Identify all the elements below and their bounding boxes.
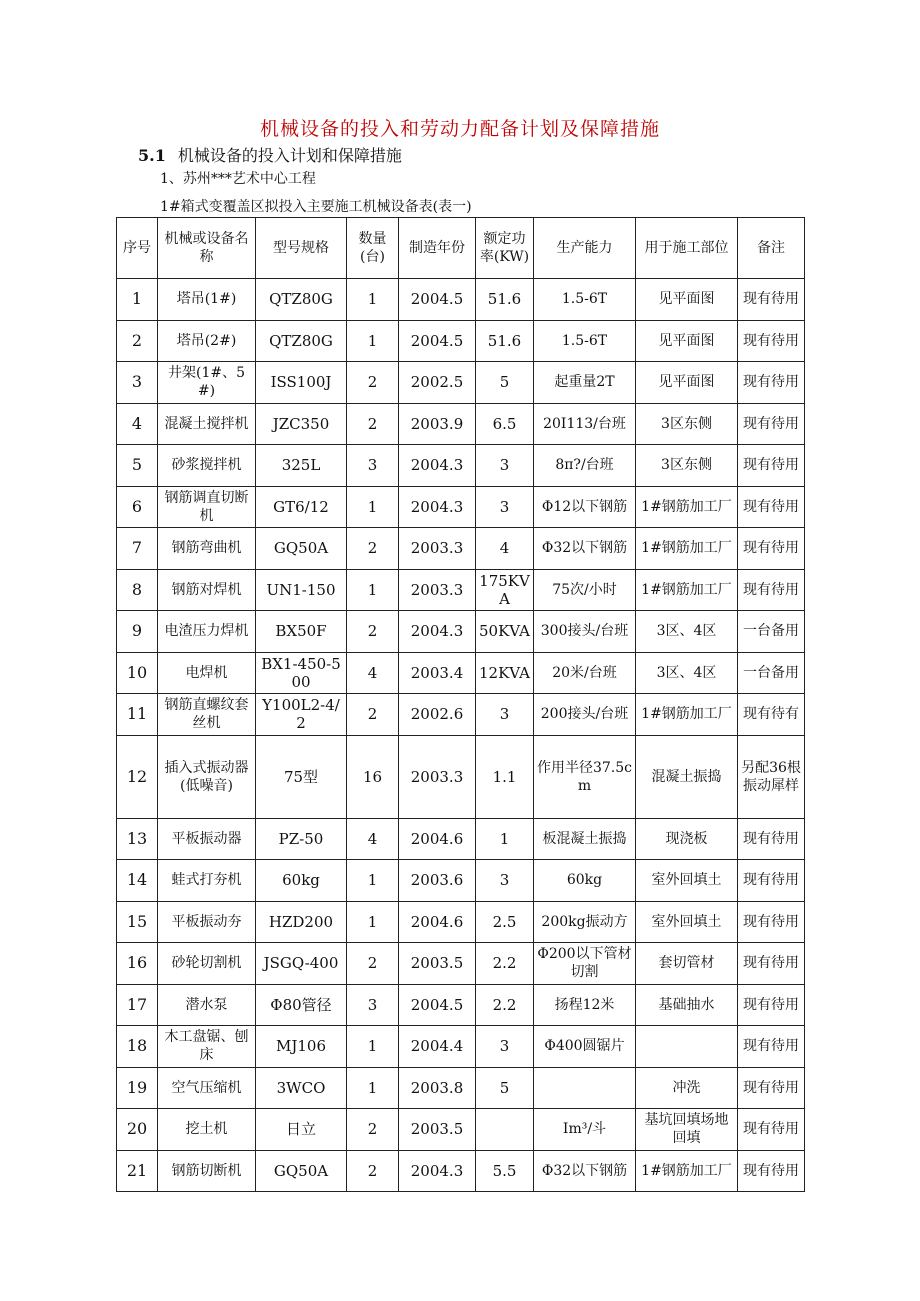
cell-power: 5	[476, 362, 534, 404]
cell-name: 钢筋调直切断机	[158, 486, 256, 528]
cell-note: 现有待用	[738, 1150, 805, 1192]
cell-name: 钢筋弯曲机	[158, 528, 256, 570]
cell-year: 2004.3	[399, 486, 476, 528]
cell-capacity: 8π?/台班	[534, 445, 636, 487]
cell-qty: 2	[347, 694, 399, 736]
cell-model: Φ80管径	[256, 984, 347, 1026]
cell-power: 3	[476, 860, 534, 902]
cell-note: 现有待用	[738, 943, 805, 985]
cell-note: 现有待用	[738, 320, 805, 362]
cell-note: 现有待用	[738, 984, 805, 1026]
header-power: 额定功率(KW)	[476, 218, 534, 279]
cell-location: 基础抽水	[636, 984, 738, 1026]
cell-name: 挖土机	[158, 1109, 256, 1151]
cell-model: QTZ80G	[256, 279, 347, 321]
cell-location: 1#钢筋加工厂	[636, 528, 738, 570]
cell-power: 5	[476, 1067, 534, 1109]
cell-capacity: Φ32以下钢筋	[534, 1150, 636, 1192]
cell-capacity: 200kg振动方	[534, 901, 636, 943]
table-row	[117, 528, 805, 570]
cell-location: 3区东侧	[636, 403, 738, 445]
table-header-row	[117, 218, 805, 279]
cell-power: 4	[476, 528, 534, 570]
cell-name: 钢筋对焊机	[158, 569, 256, 611]
cell-seq: 15	[117, 901, 158, 943]
table-row	[117, 362, 805, 404]
cell-power: 1	[476, 818, 534, 860]
section-number: 5.1	[138, 146, 166, 165]
cell-note: 现有待用	[738, 1026, 805, 1068]
cell-location: 室外回填土	[636, 860, 738, 902]
cell-seq: 11	[117, 694, 158, 736]
cell-seq: 5	[117, 445, 158, 487]
cell-note: 现有待用	[738, 362, 805, 404]
cell-power: 5.5	[476, 1150, 534, 1192]
cell-power: 3	[476, 486, 534, 528]
cell-capacity: 1.5-6T	[534, 320, 636, 362]
cell-model: ISS100J	[256, 362, 347, 404]
cell-seq: 2	[117, 320, 158, 362]
cell-capacity: 60kg	[534, 860, 636, 902]
cell-qty: 2	[347, 528, 399, 570]
cell-qty: 2	[347, 403, 399, 445]
cell-power: 12KVA	[476, 652, 534, 694]
cell-year: 2004.5	[399, 984, 476, 1026]
cell-location: 1#钢筋加工厂	[636, 569, 738, 611]
cell-model: 3WCO	[256, 1067, 347, 1109]
cell-power: 51.6	[476, 320, 534, 362]
cell-capacity: 20I113/台班	[534, 403, 636, 445]
cell-location: 1#钢筋加工厂	[636, 1150, 738, 1192]
cell-qty: 3	[347, 984, 399, 1026]
cell-seq: 8	[117, 569, 158, 611]
cell-name: 塔吊(1#)	[158, 279, 256, 321]
cell-name: 砂浆搅拌机	[158, 445, 256, 487]
cell-note: 现有待用	[738, 860, 805, 902]
cell-year: 2003.3	[399, 528, 476, 570]
project-line: 1、苏州***艺术中心工程	[160, 171, 316, 187]
cell-qty: 4	[347, 652, 399, 694]
table-body	[117, 279, 805, 1192]
cell-year: 2003.5	[399, 943, 476, 985]
cell-capacity: 1.5-6T	[534, 279, 636, 321]
cell-location: 3区、4区	[636, 611, 738, 653]
cell-year: 2004.5	[399, 320, 476, 362]
cell-power: 3	[476, 445, 534, 487]
header-seq: 序号	[117, 218, 158, 279]
header-note: 备注	[738, 218, 805, 279]
cell-power: 6.5	[476, 403, 534, 445]
cell-capacity: 起重量2T	[534, 362, 636, 404]
cell-note: 现有待用	[738, 901, 805, 943]
table-row	[117, 1109, 805, 1151]
cell-qty: 1	[347, 1067, 399, 1109]
cell-year: 2004.6	[399, 901, 476, 943]
cell-power: 50KVA	[476, 611, 534, 653]
cell-name: 平板振动器	[158, 818, 256, 860]
header-qty: 数量(台)	[347, 218, 399, 279]
cell-name: 蛙式打夯机	[158, 860, 256, 902]
cell-qty: 2	[347, 1150, 399, 1192]
cell-note: 现有待用	[738, 445, 805, 487]
cell-seq: 7	[117, 528, 158, 570]
cell-qty: 1	[347, 901, 399, 943]
cell-location: 现浇板	[636, 818, 738, 860]
header-year: 制造年份	[399, 218, 476, 279]
cell-name: 电焊机	[158, 652, 256, 694]
cell-note: 现有待用	[738, 279, 805, 321]
cell-seq: 1	[117, 279, 158, 321]
cell-note: 现有待用	[738, 818, 805, 860]
cell-qty: 3	[347, 445, 399, 487]
cell-capacity: Φ400圆锯片	[534, 1026, 636, 1068]
cell-note: 另配36根振动犀样	[738, 735, 805, 818]
table-row	[117, 569, 805, 611]
cell-location: 冲洗	[636, 1067, 738, 1109]
cell-qty: 2	[347, 1109, 399, 1151]
cell-model: BX50F	[256, 611, 347, 653]
cell-seq: 6	[117, 486, 158, 528]
table-row	[117, 818, 805, 860]
cell-note: 现有待用	[738, 1067, 805, 1109]
table-row	[117, 403, 805, 445]
cell-year: 2004.4	[399, 1026, 476, 1068]
cell-qty: 4	[347, 818, 399, 860]
cell-qty: 1	[347, 486, 399, 528]
cell-note: 现有待用	[738, 403, 805, 445]
cell-model: 325L	[256, 445, 347, 487]
cell-capacity: Φ32以下钢筋	[534, 528, 636, 570]
equipment-table	[116, 217, 805, 1192]
table-caption: 1#箱式变覆盖区拟投入主要施工机械设备表(表一)	[160, 199, 472, 215]
table-row	[117, 901, 805, 943]
table-row	[117, 694, 805, 736]
cell-capacity: 作用半径37.5cm	[534, 735, 636, 818]
cell-location: 1#钢筋加工厂	[636, 694, 738, 736]
cell-name: 塔吊(2#)	[158, 320, 256, 362]
table-row	[117, 611, 805, 653]
cell-model: HZD200	[256, 901, 347, 943]
cell-seq: 12	[117, 735, 158, 818]
cell-year: 2003.6	[399, 860, 476, 902]
header-model: 型号规格	[256, 218, 347, 279]
cell-location: 见平面图	[636, 362, 738, 404]
table-row	[117, 735, 805, 818]
header-capacity: 生产能力	[534, 218, 636, 279]
cell-model: GQ50A	[256, 528, 347, 570]
cell-capacity: Φ12以下钢筋	[534, 486, 636, 528]
cell-capacity: 板混凝土振捣	[534, 818, 636, 860]
cell-capacity: 75次/小时	[534, 569, 636, 611]
cell-model: MJ106	[256, 1026, 347, 1068]
cell-note: 现有待用	[738, 486, 805, 528]
table-row	[117, 943, 805, 985]
cell-year: 2003.5	[399, 1109, 476, 1151]
cell-power: 2.2	[476, 984, 534, 1026]
cell-location	[636, 1026, 738, 1068]
cell-name: 平板振动夯	[158, 901, 256, 943]
cell-year: 2003.3	[399, 735, 476, 818]
cell-capacity: Φ200以下管材切割	[534, 943, 636, 985]
cell-year: 2003.9	[399, 403, 476, 445]
cell-year: 2002.6	[399, 694, 476, 736]
cell-power: 3	[476, 1026, 534, 1068]
cell-year: 2004.6	[399, 818, 476, 860]
cell-capacity: 300接头/台班	[534, 611, 636, 653]
cell-power: 1.1	[476, 735, 534, 818]
cell-location: 见平面图	[636, 320, 738, 362]
table-row	[117, 445, 805, 487]
cell-name: 木工盘锯、刨床	[158, 1026, 256, 1068]
cell-year: 2004.5	[399, 279, 476, 321]
cell-capacity: 200接头/台班	[534, 694, 636, 736]
cell-seq: 17	[117, 984, 158, 1026]
cell-model: GT6/12	[256, 486, 347, 528]
cell-seq: 19	[117, 1067, 158, 1109]
cell-seq: 18	[117, 1026, 158, 1068]
cell-capacity	[534, 1067, 636, 1109]
cell-year: 2004.3	[399, 445, 476, 487]
table-row	[117, 279, 805, 321]
cell-model: BX1-450-500	[256, 652, 347, 694]
cell-model: Y100L2-4/2	[256, 694, 347, 736]
cell-seq: 21	[117, 1150, 158, 1192]
cell-name: 钢筋直螺纹套丝机	[158, 694, 256, 736]
cell-seq: 3	[117, 362, 158, 404]
cell-year: 2004.3	[399, 611, 476, 653]
cell-location: 3区东侧	[636, 445, 738, 487]
cell-seq: 4	[117, 403, 158, 445]
document-title: 机械设备的投入和劳动力配备计划及保障措施	[259, 118, 660, 140]
cell-name: 钢筋切断机	[158, 1150, 256, 1192]
cell-year: 2003.4	[399, 652, 476, 694]
cell-capacity: 扬程12米	[534, 984, 636, 1026]
table-row	[117, 1026, 805, 1068]
section-heading	[138, 143, 402, 166]
cell-name: 井架(1#、5#)	[158, 362, 256, 404]
cell-seq: 16	[117, 943, 158, 985]
cell-seq: 14	[117, 860, 158, 902]
cell-year: 2004.3	[399, 1150, 476, 1192]
table-row	[117, 860, 805, 902]
cell-name: 插入式振动器(低噪音)	[158, 735, 256, 818]
table-row	[117, 1150, 805, 1192]
cell-name: 砂轮切割机	[158, 943, 256, 985]
cell-model: QTZ80G	[256, 320, 347, 362]
cell-location: 室外回填土	[636, 901, 738, 943]
cell-name: 电渣压力焊机	[158, 611, 256, 653]
cell-year: 2002.5	[399, 362, 476, 404]
cell-name: 空气压缩机	[158, 1067, 256, 1109]
cell-location: 1#钢筋加工厂	[636, 486, 738, 528]
cell-qty: 1	[347, 1026, 399, 1068]
cell-power: 175KVA	[476, 569, 534, 611]
table-row	[117, 320, 805, 362]
table-row	[117, 486, 805, 528]
table-row	[117, 984, 805, 1026]
cell-capacity: Im³/斗	[534, 1109, 636, 1151]
cell-model: 日立	[256, 1109, 347, 1151]
cell-year: 2003.3	[399, 569, 476, 611]
cell-name: 潜水泵	[158, 984, 256, 1026]
cell-power: 2.2	[476, 943, 534, 985]
cell-power: 2.5	[476, 901, 534, 943]
cell-location: 混凝土振捣	[636, 735, 738, 818]
cell-model: 75型	[256, 735, 347, 818]
header-location: 用于施工部位	[636, 218, 738, 279]
cell-note: 现有待用	[738, 1109, 805, 1151]
table-row	[117, 1067, 805, 1109]
cell-qty: 16	[347, 735, 399, 818]
cell-seq: 20	[117, 1109, 158, 1151]
cell-capacity: 20米/台班	[534, 652, 636, 694]
cell-seq: 9	[117, 611, 158, 653]
cell-note: 一台备用	[738, 611, 805, 653]
cell-seq: 10	[117, 652, 158, 694]
cell-seq: 13	[117, 818, 158, 860]
cell-qty: 1	[347, 569, 399, 611]
cell-qty: 2	[347, 943, 399, 985]
cell-model: 60kg	[256, 860, 347, 902]
cell-name: 混凝土搅拌机	[158, 403, 256, 445]
cell-note: 现有待用	[738, 528, 805, 570]
cell-location: 套切管材	[636, 943, 738, 985]
cell-model: JSGQ-400	[256, 943, 347, 985]
cell-year: 2003.8	[399, 1067, 476, 1109]
table-row	[117, 652, 805, 694]
section-title: 机械设备的投入计划和保障措施	[177, 146, 402, 165]
cell-qty: 1	[347, 279, 399, 321]
cell-power: 3	[476, 694, 534, 736]
cell-note: 一台备用	[738, 652, 805, 694]
cell-qty: 2	[347, 362, 399, 404]
cell-location: 3区、4区	[636, 652, 738, 694]
cell-note: 现有待用	[738, 569, 805, 611]
cell-power	[476, 1109, 534, 1151]
cell-model: GQ50A	[256, 1150, 347, 1192]
cell-qty: 2	[347, 611, 399, 653]
cell-model: UN1-150	[256, 569, 347, 611]
cell-qty: 1	[347, 860, 399, 902]
cell-model: PZ-50	[256, 818, 347, 860]
cell-note: 现有待有	[738, 694, 805, 736]
header-name: 机械或设备名称	[158, 218, 256, 279]
cell-power: 51.6	[476, 279, 534, 321]
cell-qty: 1	[347, 320, 399, 362]
cell-model: JZC350	[256, 403, 347, 445]
cell-location: 基坑回填场地回填	[636, 1109, 738, 1151]
cell-location: 见平面图	[636, 279, 738, 321]
